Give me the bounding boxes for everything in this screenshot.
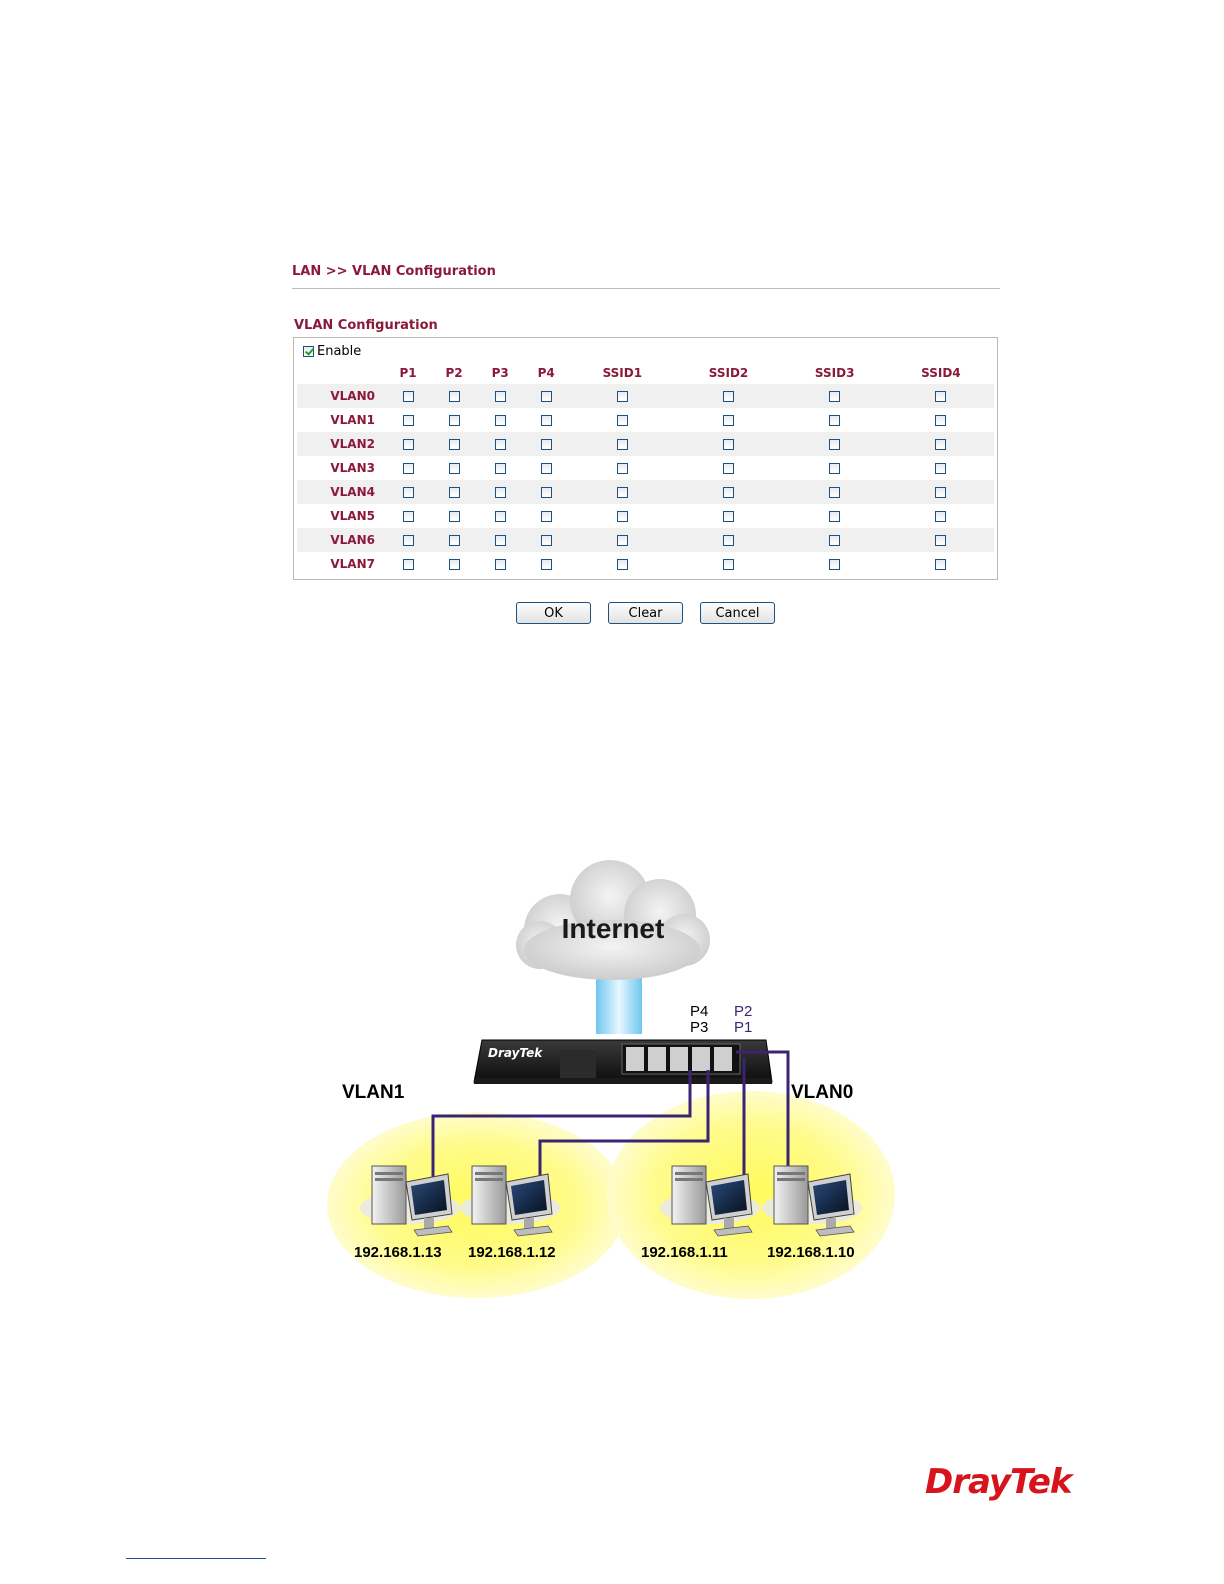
col-header: P2 (445, 366, 463, 380)
pc-ip-label: 192.168.1.11 (641, 1244, 728, 1261)
port-label-p3: P3 (690, 1019, 709, 1036)
pc-ip-label: 192.168.1.10 (767, 1244, 855, 1261)
col-header: SSID1 (602, 366, 643, 380)
vlan-row-label: VLAN0 (297, 384, 385, 408)
ok-button[interactable]: OK (516, 602, 591, 624)
vlan-row-label: VLAN2 (297, 432, 385, 456)
vlan-row-label: VLAN3 (330, 461, 375, 475)
draytek-logo: DrayTek (925, 1462, 1072, 1502)
vlan-row-label: VLAN7 (330, 557, 375, 571)
vlan-row-label: VLAN4 (297, 480, 385, 504)
col-header: P4 (537, 366, 555, 380)
vlan-row-label: VLAN5 (330, 509, 375, 523)
cancel-button[interactable]: Cancel (700, 602, 775, 624)
port-label-p2: P2 (734, 1003, 753, 1020)
clear-button[interactable]: Clear (608, 602, 683, 624)
section-title: VLAN Configuration (294, 318, 438, 333)
pc-ip-label: 192.168.1.13 (354, 1244, 442, 1261)
cloud-label: Internet (561, 913, 665, 944)
router-brand: DrayTek (488, 1046, 543, 1060)
footer-divider (126, 1558, 266, 1559)
col-header: P3 (491, 366, 509, 380)
vlan-row-label: VLAN1 (330, 413, 375, 427)
vlan0-label: VLAN0 (791, 1082, 854, 1103)
uplink-beam (596, 972, 642, 1034)
col-header: P1 (399, 366, 417, 380)
col-header: SSID4 (921, 366, 961, 380)
enable-label: Enable (317, 344, 362, 359)
port-label-p1: P1 (734, 1019, 753, 1036)
col-header: SSID2 (708, 366, 749, 380)
breadcrumb: LAN >> VLAN Configuration (292, 264, 496, 279)
col-header: SSID3 (814, 366, 855, 380)
vlan1-label: VLAN1 (342, 1082, 405, 1103)
vlan-row-label: VLAN6 (297, 528, 385, 552)
pc-ip-label: 192.168.1.12 (468, 1244, 556, 1261)
port-label-p4: P4 (690, 1003, 709, 1020)
